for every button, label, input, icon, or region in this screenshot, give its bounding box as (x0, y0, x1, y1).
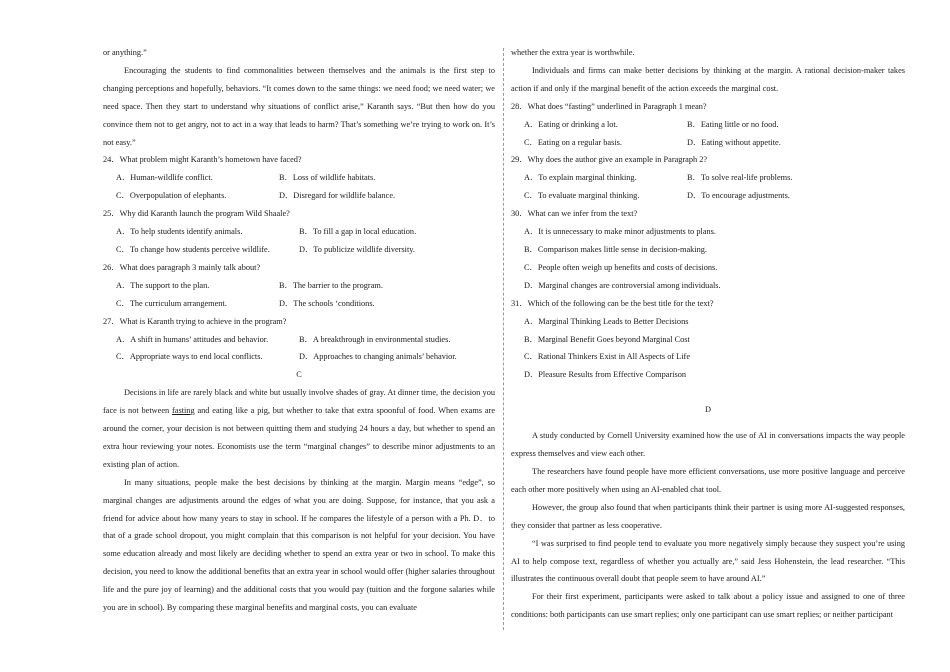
option-25b[interactable]: B．To fill a gap in local education. (299, 227, 417, 237)
question-25: 25．Why did Karanth launch the program Wild Shaale? (103, 209, 290, 219)
option-25c[interactable]: C．To change how students perceive wildlife. (116, 244, 270, 254)
option-26b[interactable]: B．The barrier to the program. (279, 280, 383, 290)
question-24: 24．What problem might Karanth’s hometown have faced? (103, 155, 302, 165)
passage-c-continued: whether the extra year is worthwhile. (511, 48, 635, 57)
option-31c[interactable]: C．Rational Thinkers Exist in All Aspects of Life (524, 352, 690, 362)
option-27c[interactable]: C．Appropriate ways to end local conflicts. (116, 352, 263, 362)
option-30c[interactable]: C．People often weigh up benefits and costs of decisions. (524, 262, 718, 272)
question-28: 28．What does “fasting” underlined in Paragraph 1 mean? (511, 101, 707, 111)
question-27: 27．What is Karanth trying to achieve in the program? (103, 316, 287, 326)
option-26a[interactable]: A．The support to the plan. (116, 280, 210, 290)
right-column (511, 44, 905, 624)
option-31a[interactable]: A．Marginal Thinking Leads to Better Decisions (524, 316, 689, 326)
option-26c[interactable]: C．The curriculum arrangement. (116, 298, 227, 308)
question-29-options-row2 (511, 187, 905, 205)
passage-d-paragraph-1: A study conducted by Cornell University examined how the use of AI in conversations impacts the way people express themselves and view each other. (511, 431, 905, 459)
left-column (103, 44, 495, 617)
option-28a[interactable]: A．Eating or drinking a lot. (524, 119, 618, 129)
question-24-options-row2 (103, 187, 495, 205)
underlined-word-fasting: fasting (172, 406, 195, 416)
option-25d[interactable]: D．To publicize wildlife diversity. (299, 244, 415, 254)
question-27-options-row1 (103, 331, 495, 349)
option-30b[interactable]: B．Comparison makes little sense in decision-making. (524, 244, 707, 254)
option-24d[interactable]: D．Disregard for wildlife balance. (279, 191, 396, 201)
option-24b[interactable]: B．Loss of wildlife habitats. (279, 173, 376, 183)
option-30d[interactable]: D．Marginal changes are controversial among individuals. (524, 280, 721, 290)
option-28b[interactable]: B．Eating little or no food. (687, 119, 779, 129)
option-30a[interactable]: A．It is unnecessary to make minor adjustments to plans. (524, 227, 716, 237)
question-28-options-row1 (511, 116, 905, 134)
option-25a[interactable]: A．To help students identify animals. (116, 227, 243, 237)
option-29d[interactable]: D．To encourage adjustments. (687, 191, 790, 201)
section-gap (511, 384, 905, 392)
question-26-options-row1 (103, 277, 495, 295)
option-28c[interactable]: C．Eating on a regular basis. (524, 137, 622, 147)
option-24c[interactable]: C．Overpopulation of elephants. (116, 191, 227, 201)
option-29c[interactable]: C．To evaluate marginal thinking. (524, 191, 640, 201)
option-24a[interactable]: A．Human-wildlife conflict. (116, 173, 213, 183)
passage-c-paragraph-2: In many situations, people make the best decisions by thinking at the margin. Margin means “edge”, so marginal changes are adjustments around the edges of what you are doing. Suppose, for instance, that you ask a friend for advice about how many years to stay in school. If he compares the lifestyle of a person with a Ph. D．to that of a grade school dropout, you might complain that this comparison is not helpful for your decision. You have some education already and most likely are deciding whether to spend an extra year or two in school. To make this decision, you need to know the additional benefits that an extra year in school would offer (higher salaries throughout life and the pure joy of learning) and the additional costs that you would pay (tuition and the forgone salaries while you are in school). By comparing these marginal benefits and marginal costs, you can evaluate (103, 477, 495, 613)
option-27b[interactable]: B．A breakthrough in environmental studies. (299, 334, 451, 344)
option-31d[interactable]: D．Pleasure Results from Effective Comparison (524, 370, 687, 380)
section-c-heading: C (296, 370, 302, 380)
passage-d-paragraph-5: For their first experiment, participants were asked to talk about a policy issue and assigned to one of three conditions: both participants can use smart replies; only one participant can use smart replies; or neither participant (511, 592, 905, 620)
question-31: 31．Which of the following can be the best title for the text? (511, 298, 714, 308)
passage-b-end: or anything.” (103, 48, 147, 57)
question-25-options-row2 (103, 241, 495, 259)
question-29-options-row1 (511, 169, 905, 187)
option-27d[interactable]: D．Approaches to changing animals’ behavior. (299, 352, 457, 362)
passage-c-text-1a: Decisions in life are rarely black and white but usually involve shades of gray. At dinner time, the decision you face is not between (103, 388, 495, 416)
option-31b[interactable]: B．Marginal Benefit Goes beyond Marginal Cost (524, 334, 690, 344)
column-divider (503, 48, 504, 630)
question-26-options-row2 (103, 295, 495, 313)
section-d-heading: D (705, 405, 711, 415)
option-29b[interactable]: B．To solve real-life problems. (687, 173, 793, 183)
passage-d-paragraph-4: “I was surprised to find people tend to evaluate you more negatively simply because they suspect you’re using AI to help compose text, regardless of whether you actually are,” said Jess Hohenstein, the lead researcher. “This illustrates the continuous overall doubt that people seem to have around AI.” (511, 538, 905, 584)
option-28d[interactable]: D．Eating without appetite. (687, 137, 781, 147)
question-29: 29．Why does the author give an example in Paragraph 2? (511, 155, 708, 165)
passage-c-paragraph-1 (103, 384, 495, 474)
passage-c-paragraph-3: Individuals and firms can make better decisions by thinking at the margin. A rational decision-maker takes action if and only if the marginal benefit of the action exceeds the marginal cost. (511, 65, 905, 93)
passage-c-text-1b: and eating like a pig, but whether to take that extra spoonful of food. When exams are around the corner, your decision is not between quitting them and studying 24 hours a day, but whether to spend an extra hour reviewing your notes. Economists use the term “marginal changes” to describe minor adjustments to an existing plan of action. (103, 406, 496, 469)
question-28-options-row2 (511, 134, 905, 152)
option-26d[interactable]: D．The schools ‘conditions. (279, 298, 375, 308)
question-25-options-row1 (103, 223, 495, 241)
question-27-options-row2 (103, 348, 495, 366)
question-30: 30．What can we infer from the text? (511, 209, 638, 219)
option-29a[interactable]: A．To explain marginal thinking. (524, 173, 637, 183)
question-24-options-row1 (103, 169, 495, 187)
passage-d-paragraph-3: However, the group also found that when participants think their partner is using more AI-suggested responses, they consider that partner as less cooperative. (511, 502, 905, 530)
question-26: 26．What does paragraph 3 mainly talk about? (103, 262, 261, 272)
passage-d-paragraph-2: The researchers have found people have more efficient conversations, use more positive language and perceive each other more positively when using an AI-enabled chat tool. (511, 467, 905, 494)
option-27a[interactable]: A．A shift in humans’ attitudes and behavior. (116, 334, 269, 344)
passage-b-paragraph: Encouraging the students to find commonalities between themselves and the animals is the first step to changing perceptions and hopefully, behaviors. “It comes down to the same things: we need food; we need water; we need space. Then they start to understand why situations of conflict arise,” Karanth says. “But then how do you convince them not to get angry, not to act in a way that leads to harm? That’s something we’re trying to work on. It’s not easy.” (103, 65, 495, 147)
